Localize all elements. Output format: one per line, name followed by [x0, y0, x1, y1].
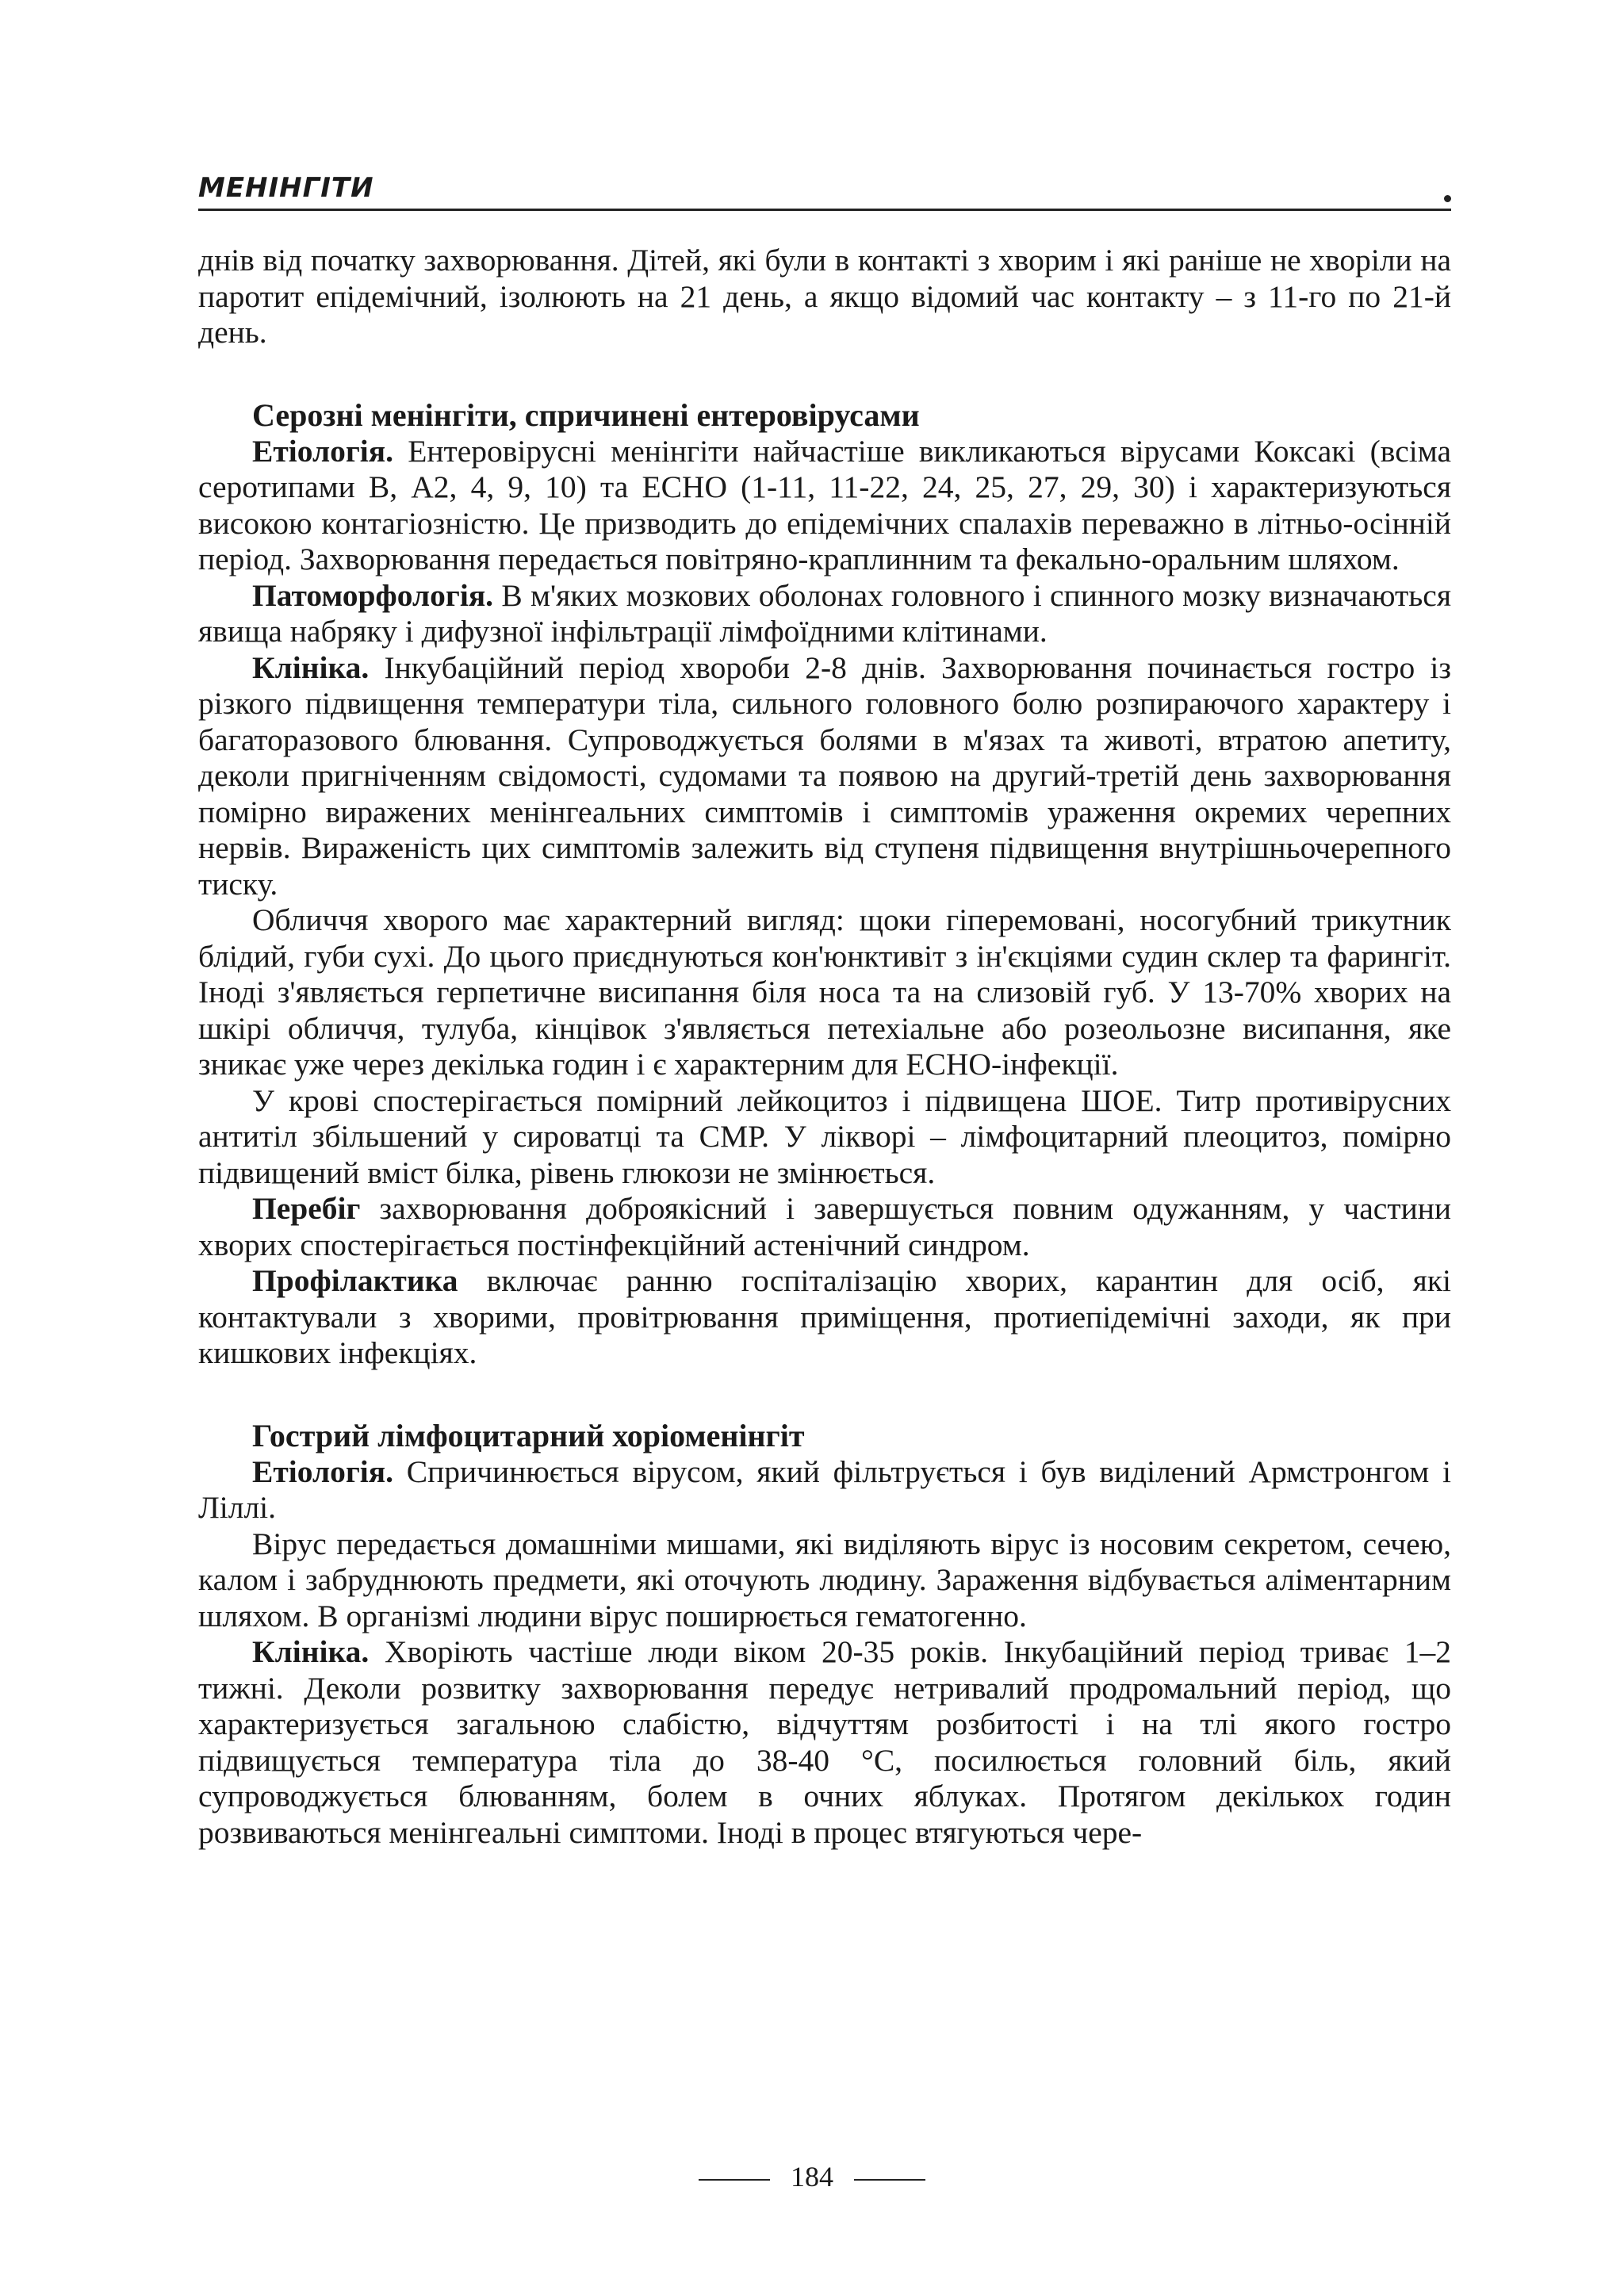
- intro-paragraph: днів від початку захворювання. Дітей, які були в контакті з хворим і які раніше не хворіли на паротит епідемічний, ізолюють на 21 день, а якщо відомий час контакту – з 11-го по 21-й день.: [198, 243, 1451, 350]
- clinic-text: Інкубаційний період хвороби 2-8 днів. Захворювання починається гостро із різкого підвищення температури тіла, сильного головного болю розпираючого характеру і багаторазового блювання. Супроводжується болями в м'язах та животі, втратою апетиту, деколи пригніченням свідомості, судомами та появою на другий-третій день захворювання помірно виражених менінгеальних симптомів і симптомів ураження окремих черепних нервів. Вираженість цих симптомів залежить від ступеня підвищення внутрішньочерепного тиску.: [198, 649, 1451, 902]
- paragraph-blood: У крові спостерігається помірний лейкоцитоз і підвищена ШОЕ. Титр противірусних антитіл збільшений у сироватці та СМР. У ліквoрі – лімфоцитарний плеоцитоз, помірно підвищений вміст білка, рівень глюкози не змінюється.: [198, 1082, 1451, 1190]
- term-etiology: Етіологія.: [252, 433, 394, 469]
- section-heading-choriomeningitis: Гострий лімфоцитарний хоріоменінгіт: [252, 1417, 805, 1453]
- paragraph-clinic: [198, 650, 1451, 903]
- term-prophylaxis: Профілактика: [252, 1263, 458, 1298]
- page-footer: [0, 2160, 1624, 2193]
- body-text: [198, 243, 1451, 1851]
- running-header-title: МЕНІНГІТИ: [198, 172, 374, 204]
- footer-rule-right: [854, 2179, 925, 2181]
- paragraph-virus: Вірус передається домашніми мишами, які виділяють вірус із носовим секретом, сечею, калом і забруднюють предмети, які оточують людину. Зараження відбувається аліментарним шляхом. В організмі людини вірус поширюється гематогенно.: [198, 1526, 1451, 1633]
- paragraph-clinic-2: [198, 1634, 1451, 1851]
- term-clinic: Клініка.: [252, 649, 370, 685]
- course-text: захворювання доброякісний і завершується повним одужанням, у частини хворих спостерігається постінфекційний астенічний синдром.: [198, 1191, 1451, 1262]
- term-pathomorphology: Патоморфологія.: [252, 577, 494, 613]
- paragraph-etiology-2: [198, 1454, 1451, 1526]
- term-clinic-2: Клініка.: [252, 1634, 370, 1669]
- running-header-bullet: [1444, 195, 1451, 202]
- etiology-text: Ентеровірусні менінгіти найчастіше викликаються вірусами Коксакі (всіма серотипами В, А2, 4, 9, 10) та ЕСНО (1-11, 11-22, 24, 25, 27, 29, 30) і характеризуються високою контагіозністю. Це призводить до епідемічних спалахів переважно в літньо-осінній період. Захворювання передається повітряно-краплинним та фекально-оральним шляхом.: [198, 433, 1451, 576]
- prophylaxis-text: включає ранню госпіталізацію хворих, карантин для осіб, які контактували з хворими, провітрювання приміщення, протиепідемічні заходи, як при кишкових інфекціях.: [198, 1263, 1451, 1370]
- term-etiology-2: Етіологія.: [252, 1453, 394, 1489]
- page-content: [198, 163, 1451, 1851]
- page-number: 184: [791, 2161, 833, 2193]
- running-header: [198, 163, 1451, 211]
- term-course: Перебіг: [252, 1191, 361, 1226]
- paragraph-etiology: [198, 434, 1451, 578]
- clinic-text-2: Хворіють частіше люди віком 20-35 років. Інкубаційний період триває 1–2 тижні. Деколи розвитку захворювання передує нетривалий продромальний період, що характеризується загальною слабістю, відчуттям розбитості і на тлі якого гостро підвищується температура тіла до 38-40 °С, посилюється головний біль, який супроводжується блюванням, болем в очних яблуках. Протягом декількох годин розвиваються менінгеальні симптоми. Іноді в процес втягуються чере-: [198, 1634, 1451, 1850]
- paragraph-pathomorphology: [198, 578, 1451, 650]
- paragraph-prophylaxis: [198, 1263, 1451, 1372]
- paragraph-face: Обличчя хворого має характерний вигляд: щоки гіперемовані, носогубний трикутник блідий, губи сухі. До цього приєднуються кон'юнктивіт з ін'єкціями судин склер та фарингіт. Іноді з'являється герпетичне висипання біля носа та на слизовій губ. У 13-70% хворих на шкірі обличчя, тулуба, кінцівок з'являється петехіальне або розеольозне висипання, яке зникає уже через декілька годин і є характерним для ЕСНО-інфекції.: [198, 902, 1451, 1082]
- etiology-text-2: Спричинюється вірусом, який фільтрується і був виділений Армстронгом і Ліллі.: [198, 1453, 1451, 1525]
- footer-rule-left: [699, 2179, 770, 2181]
- section-heading-enteroviral: Серозні менінгіти, спричинені ентеровірусами: [252, 396, 920, 433]
- pathomorphology-text: В м'яких мозкових оболонах головного і спинного мозку визначаються явища набряку і дифузної інфільтрації лімфоїдними клітинами.: [198, 577, 1451, 649]
- paragraph-course: [198, 1191, 1451, 1263]
